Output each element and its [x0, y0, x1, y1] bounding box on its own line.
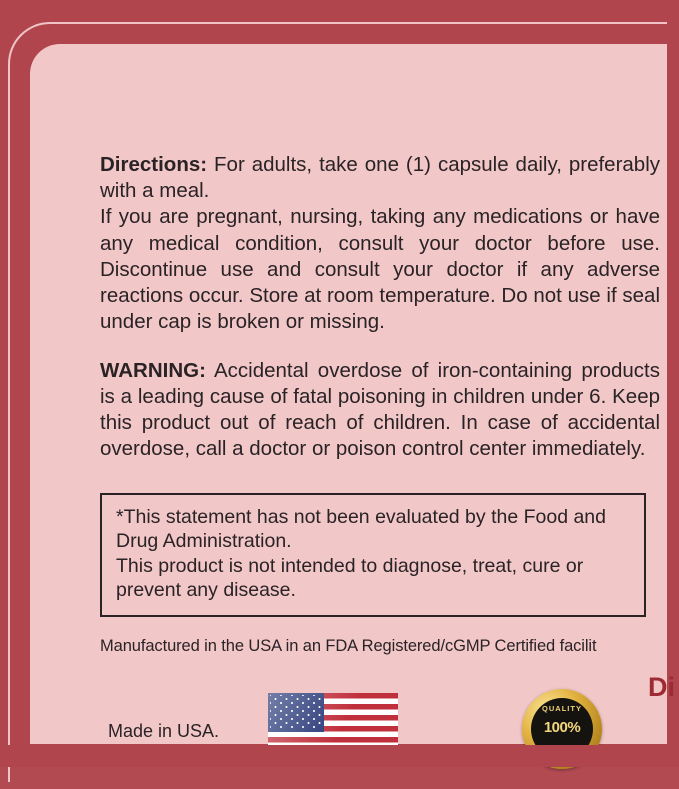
cut-off-word: Di: [648, 672, 675, 702]
disclaimer-line-1: *This statement has not been evaluated by the Food and Drug Administration.: [116, 505, 606, 553]
label-footer: [100, 689, 679, 789]
disclaimer-line-2: This product is not intended to diagnose, treat, cure or prevent any disease.: [116, 554, 584, 602]
seal-percent-text: 100%: [543, 719, 581, 736]
warning-body: Accidental overdose of iron-containing products is a leading cause of fatal poisoning in children under 6. Keep this product out of reach of children. In case of accidental overdose, call a doctor or poison control center immediately.: [100, 358, 660, 461]
directions-secondary-paragraph: If you are pregnant, nursing, taking any medications or have any medical condition, consult your doctor before use. Discontinue use and consult your doctor if any adverse reactions occur. Store at room temperature. Do not use if seal under cap is broken or missing.: [100, 205, 660, 334]
paragraph-gap: [100, 336, 660, 358]
bottom-edge-strip: [0, 745, 679, 767]
warning-heading: WARNING:: [100, 358, 206, 382]
fda-disclaimer-box: [100, 493, 646, 617]
label-text-content: [100, 152, 660, 656]
right-edge-strip: [667, 0, 679, 767]
manufactured-statement: Manufactured in the USA in an FDA Registered/cGMP Certified facilit: [100, 636, 597, 655]
label-panel: [30, 44, 679, 744]
made-in-usa-text: Made in USA.: [108, 721, 220, 741]
directions-body: For adults, take one (1) capsule daily, preferably with a meal.: [100, 153, 660, 203]
directions-heading: Directions:: [100, 153, 208, 176]
warning-paragraph: [100, 358, 660, 463]
seal-top-text: QUALITY: [542, 704, 582, 713]
directions-paragraph: [100, 152, 660, 204]
